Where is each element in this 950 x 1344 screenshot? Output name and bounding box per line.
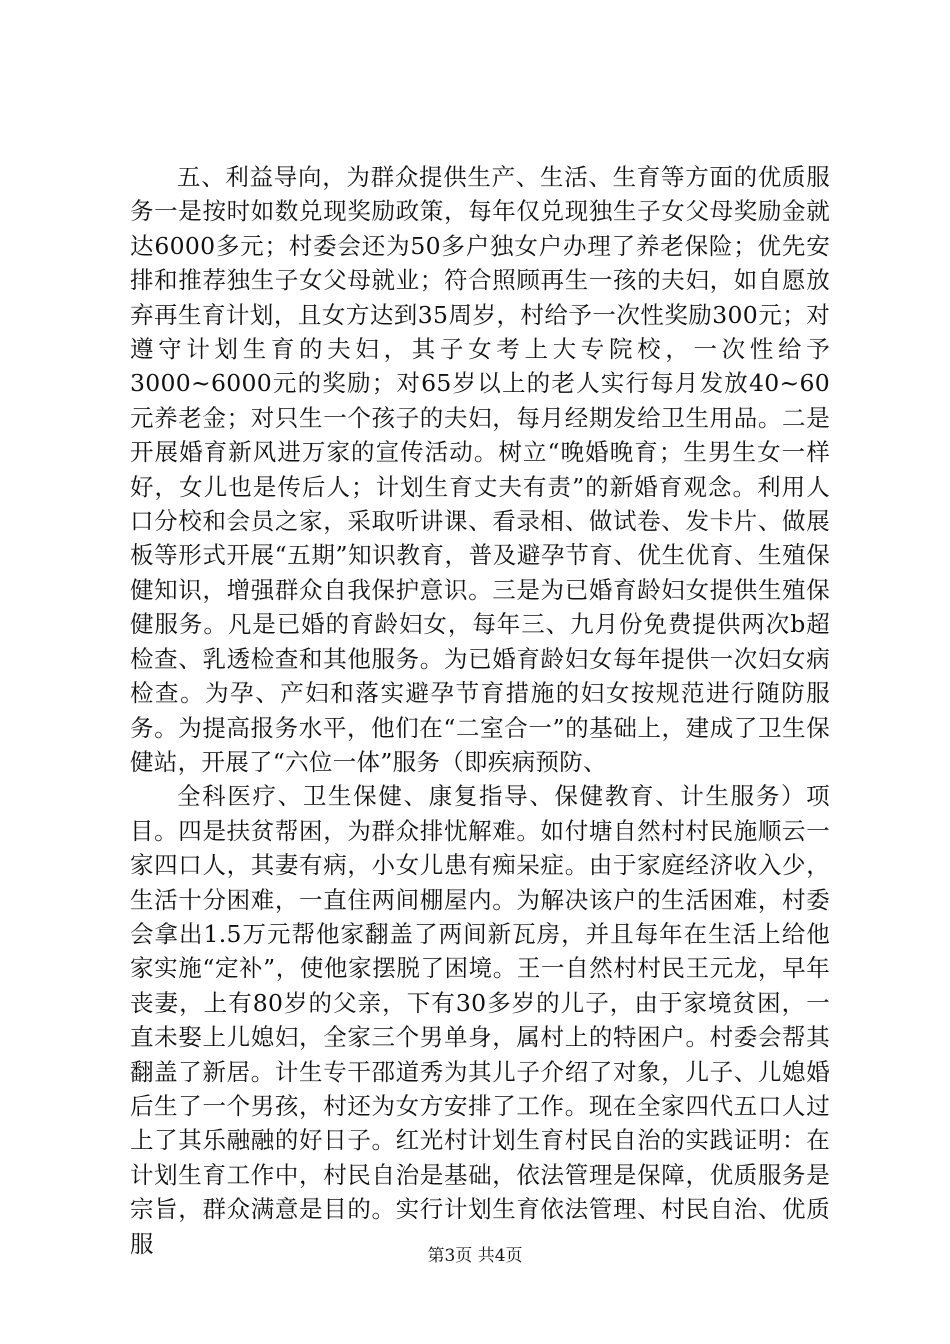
paragraph-1: 五、利益导向，为群众提供生产、生活、生育等方面的优质服务一是按时如数兑现奖励政策，每年仅兑现独生子女父母奖励金就达6000多元；村委会还为50多户独女户办理了养老保险；优先安排和推荐独生子女父母就业；符合照顾再生一孩的夫妇，如自愿放弃再生育计划，且女方达到35周岁，村给予一次性奖励300元；对遵守计划生育的夫妇，其子女考上大专院校，一次性给予3000~6000元的奖励；对65岁以上的老人实行每月发放40~60元养老金；对只生一个孩子的夫妇，每月经期发给卫生用品。二是开展婚育新风进万家的宣传活动。树立“晚婚晚育；生男生女一样好，女儿也是传后人；计划生育丈夫有责”的新婚育观念。利用人口分校和会员之家，采取听讲课、看录相、做试卷、发卡片、做展板等形式开展“五期”知识教育，普及避孕节育、优生优育、生殖保健知识，增强群众自我保护意识。三是为已婚育龄妇女提供生殖保健服务。凡是已婚的育龄妇女，每年三、九月份免费提供两次b超检查、乳透检查和其他服务。为已婚育龄妇女每年提供一次妇女病检查。为孕、产妇和落实避孕节育措施的妇女按规范进行随防服务。为提高报务水平，他们在“二室合一”的基础上，建成了卫生保健站，开展了“六位一体”服务（即疾病预防、	[130, 163, 830, 776]
page-indicator: 第3页 共4页	[427, 1246, 523, 1266]
paragraph-2: 全科医疗、卫生保健、康复指导、保健教育、计生服务）项目。四是扶贫帮困，为群众排忧解难。如付塘自然村村民施顺云一家四口人，其妻有病，小女儿患有痴呆症。由于家庭经济收入少，生活十分困难，一直住两间棚屋内。为解决该户的生活困难，村委会拿出1.5万元帮他家翻盖了两间新瓦房，并且每年在生活上给他家实施“定补”，使他家摆脱了困境。王一自然村村民王元龙，早年丧妻，上有80岁的父亲，下有30多岁的儿子，由于家境贫困，一直未娶上儿媳妇，全家三个男单身，属村上的特困户。村委会帮其翻盖了新居。计生专干邵道秀为其儿子介绍了对象，儿子、儿媳婚后生了一个男孩，村还为女方安排了工作。现在全家四代五口人过上了其乐融融的好日子。红光村计划生育村民自治的实践证明：在计划生育工作中，村民自治是基础，依法管理是保障，优质服务是宗旨，群众满意是目的。实行计划生育依法管理、村民自治、优质服	[130, 782, 830, 1258]
page-footer	[0, 1244, 950, 1268]
document-body	[130, 160, 830, 1261]
